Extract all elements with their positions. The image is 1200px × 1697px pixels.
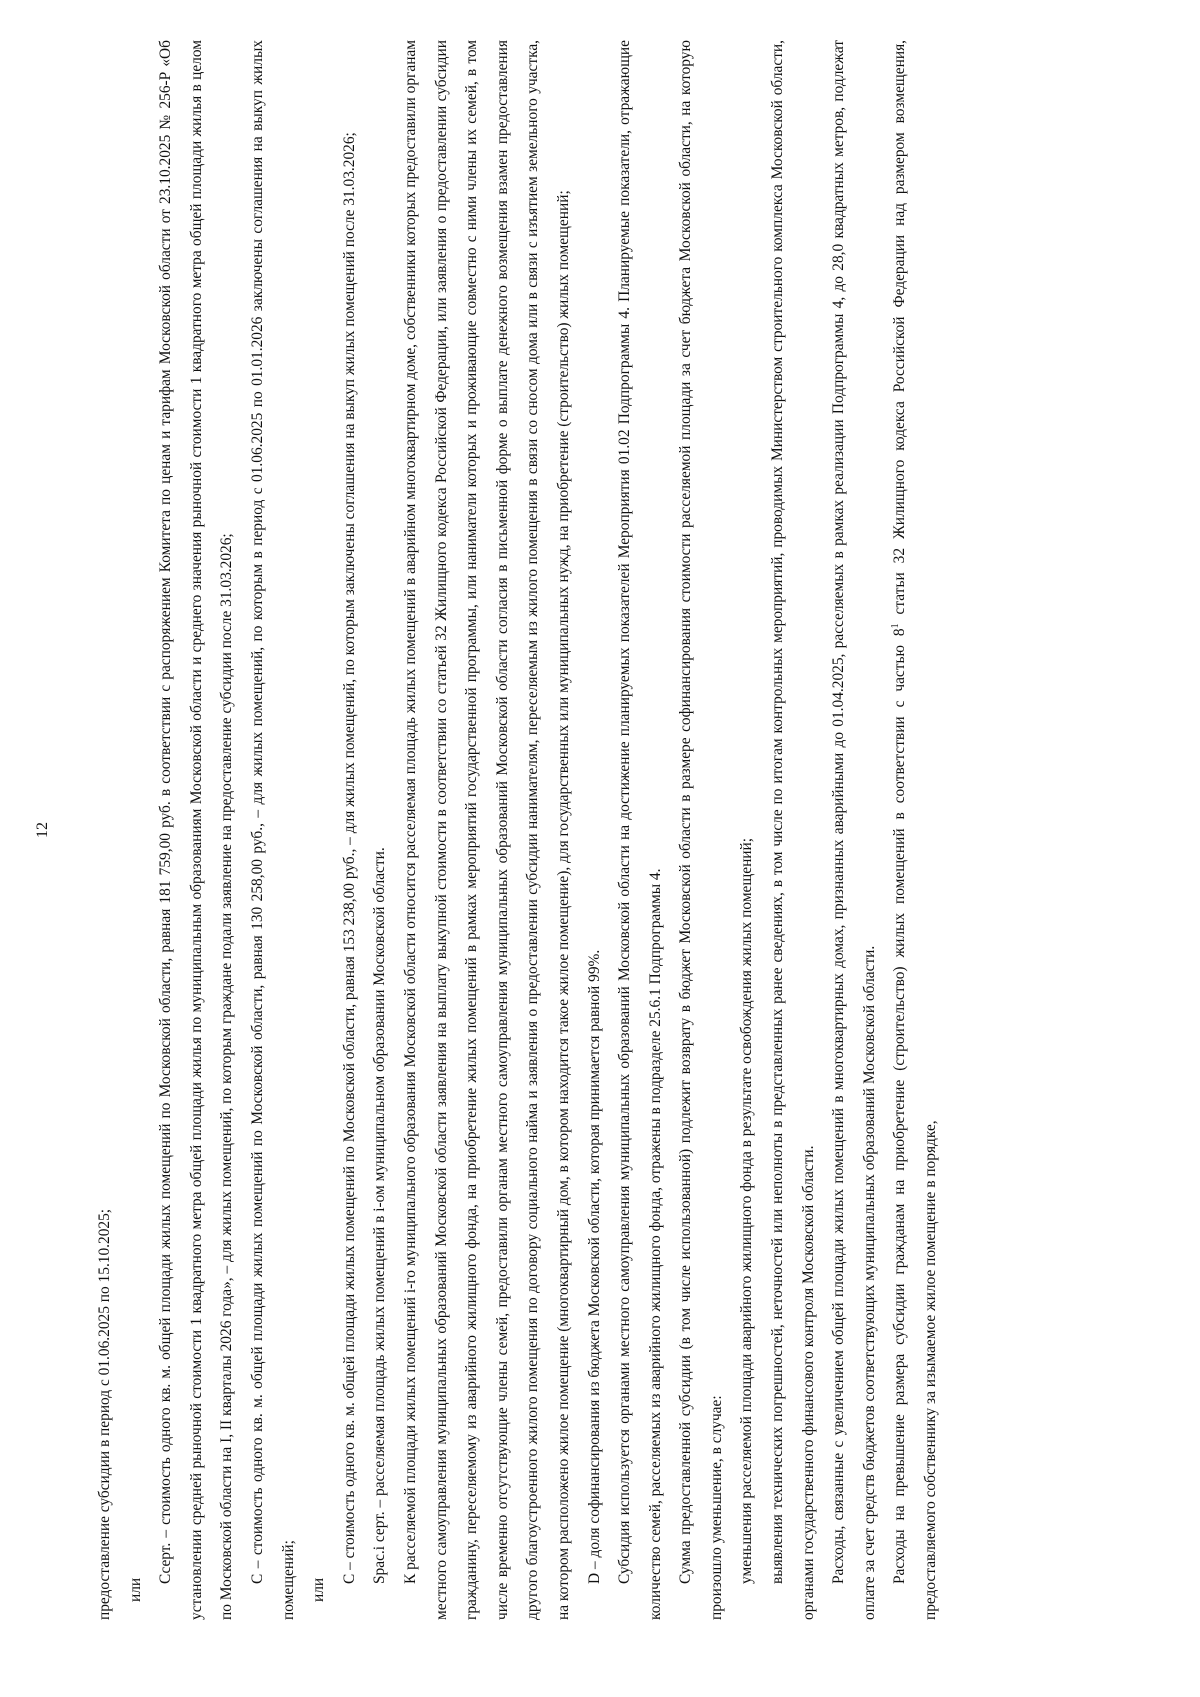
paragraph-last-text-cont: статьи 32 Жилищного кодекса Российской Федерации над размером возмещения, предоставляемого собственнику за изымаемое жилое помещение в порядке, [891, 40, 940, 1620]
paragraph: выявления технических погрешностей, неточностей или неполноты в представленных ранее сведениях, в том числе по итогам контрольных мероприятий, проводимых Министерством строительного комплекса Московской области, органами государственного финансового контроля Московской области. [769, 40, 817, 1620]
paragraph: С – стоимость одного кв. м. общей площади жилых помещений по Московской области, равная 130 258,00 руб., – для жилых помещений, по которым в период с 01.06.2025 по 01.01.2026 заключены соглашения на выкуп жилых помещений; [248, 40, 297, 1620]
paragraph: D – доля софинансирования из бюджета Московской области, которая принимается равной 99%. [585, 949, 603, 1584]
paragraph: Сумма предоставленной субсидии (в том числе использованной) подлежит возврату в бюджет Московской области в размере софинансирования стоимости расселяемой площади за счет бюджета Московской области, на которую произошло уменьшение, в случае: [677, 40, 725, 1620]
paragraph: Ссерт. – стоимость одного кв. м. общей площади жилых помещений по Московской области, равная 181 759,00 руб. в соответствии с распоряжением Комитета по ценам и тарифам Московской области от 23.10.2025 № 256-Р «Об установлении средней рыночной стоимости 1 квадратного метра общей площади жилья по муниципальным образованиям Московской области и среднего значения рыночной стоимости 1 квадратного метра общей площади жилья в целом по Московской области на I, II кварталы 2026 года», – для жилых помещений, по которым граждане подали заявление на предоставление субсидии после 31.03.2026; [157, 40, 236, 1620]
paragraph: Spac.i серт. – расселяемая площадь жилых помещений в i-ом муниципальном образовании Московской области. [371, 847, 389, 1584]
document-body [90, 40, 885, 1620]
paragraph: Субсидия используется органами местного самоуправления муниципальных образований Московской области на достижение планируемых показателей Мероприятия 01.02 Подпрограммы 4. Планируемые показатели, отражающие количество семей, расселяемых из аварийного жилищного фонда, отражены в подразделе 25.6.1 Подпрограммы 4. [616, 40, 664, 1620]
paragraph: К расселяемой площади жилых помещений i-го муниципального образования Московской области относится расселяемая площадь жилых помещений в аварийном многоквартирном доме, собственники которых предоставили органам местного самоуправления муниципальных образований Московской области заявления на выплату выкупной стоимости в соответствии со статьей 32 Жилищного кодекса Российской Федерации, или заявления о предоставлении субсидии гражданину, переселяемому из аварийного жилищного фонда, на приобретение жилых помещений в рамках мероприятий государственной программы, или наниматели которых и проживающие совместно с ними члены их семей, в том числе временно отсутствующие члены семей, предоставили органам местного самоуправления муниципальных образований Московской области согласия в письменной форме о выплате денежного возмещения взамен предоставления другого благоустроенного жилого помещения по договору социального найма и заявления о предоставлении субсидии нанимателям, переселяемым из жилого помещения в связи со сносом дома или в связи с изъятием земельного участка, на котором расположено жилое помещение (многоквартирный дом, в котором находится такое жилое помещение), для государственных или муниципальных нужд, на приобретение (строительство) жилых помещений; [401, 40, 572, 1620]
paragraph: Расходы, связанные с увеличением общей площади жилых помещений в многоквартирных домах, признанных аварийными до 01.04.2025, расселяемых в рамках реализации Подпрограммы 4, до 28,0 квадратных метров, подлежат оплате за счет средств бюджетов соответствующих муниципальных образований Московской области. [830, 40, 878, 1620]
paragraph: предоставление субсидии в период с 01.06.2025 по 15.10.2025; [96, 1208, 113, 1620]
paragraph: С – стоимость одного кв. м. общей площади жилых помещений по Московской области, равная 153 238,00 руб., – для жилых помещений, по которым заключены соглашения на выкуп жилых помещений после 31.03.2026; [340, 132, 358, 1584]
paragraph-last-text: Расходы на превышение размера субсидии гражданам на приобретение (строительство) жилых помещений в соответствии с частью 8 [891, 628, 909, 1584]
page-number: 12 [34, 822, 51, 838]
paragraph: или [126, 1577, 144, 1602]
paragraph: уменьшения расселяемой площади аварийного жилищного фонда в результате освобождения жилых помещений; [738, 837, 756, 1584]
superscript: 1 [890, 623, 902, 629]
paragraph-last [885, 40, 946, 1620]
document-sheet [34, 40, 1120, 1620]
paragraph: или [310, 1577, 328, 1602]
